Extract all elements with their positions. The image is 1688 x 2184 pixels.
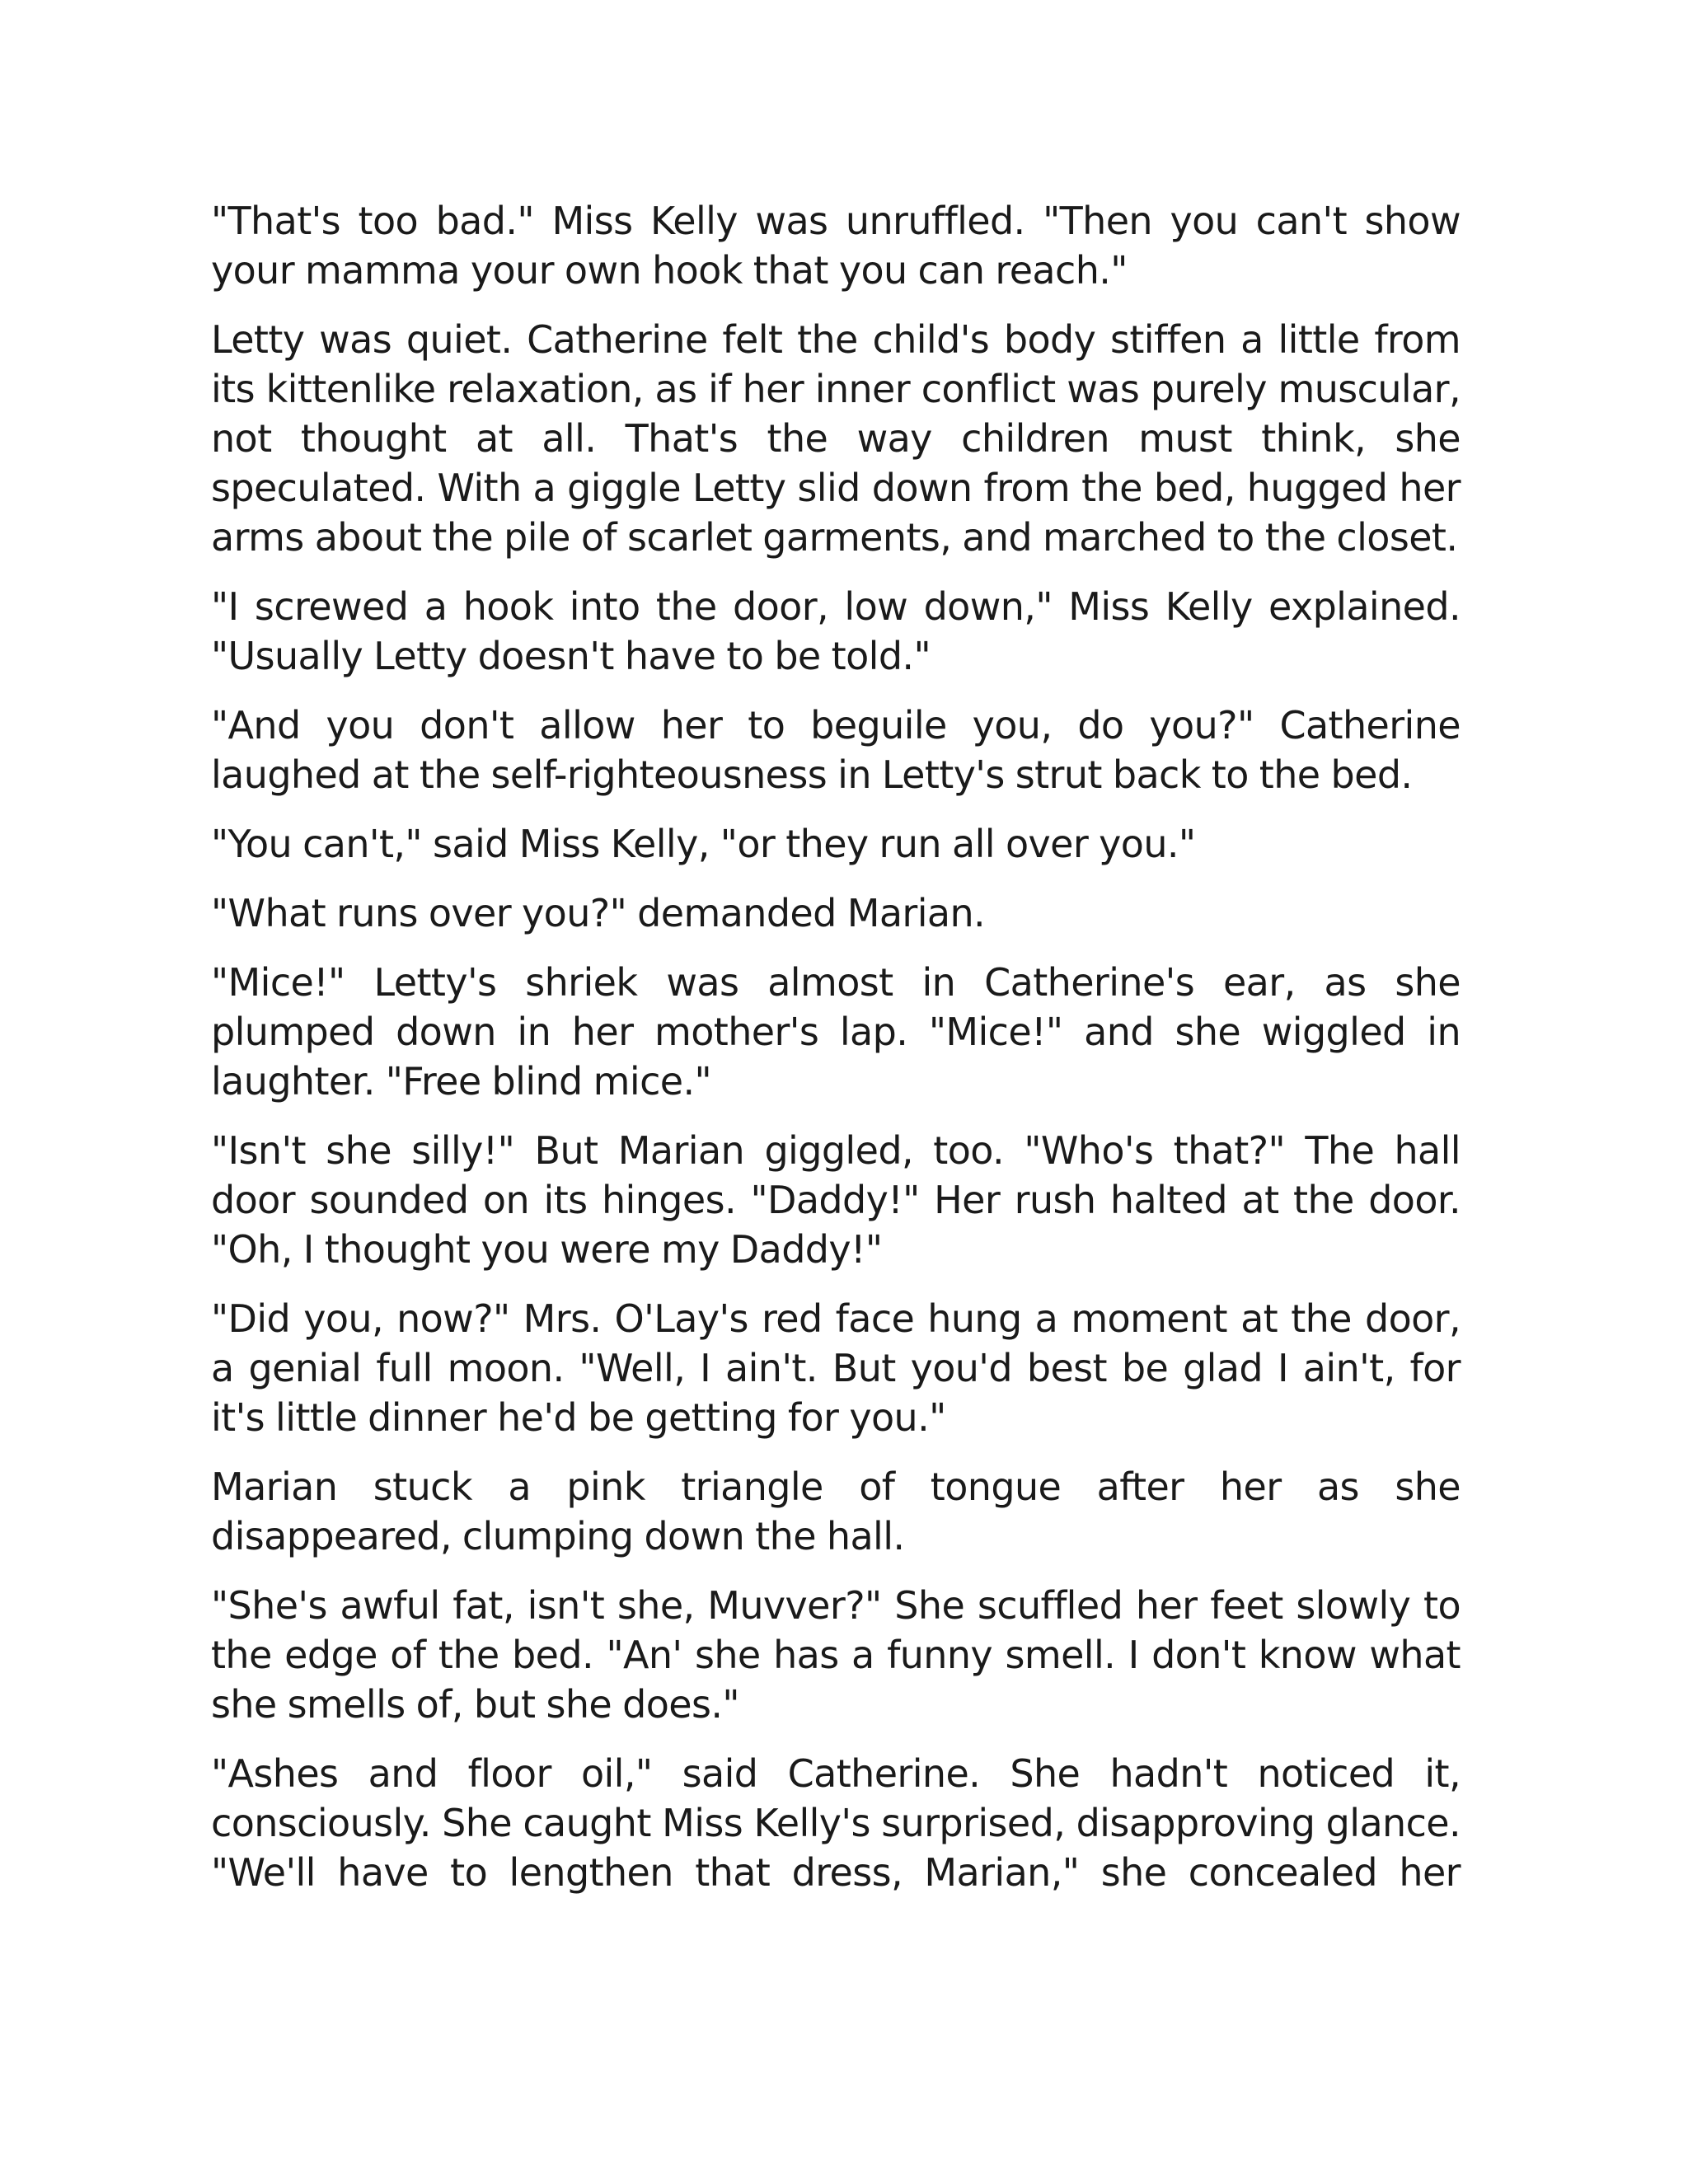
- paragraph-12: "Ashes and floor oil," said Catherine. She hadn't noticed it, consciously. She caught Miss Kelly's surprised, disapproving glance. "We'll have to lengthen that dress, Marian," she concealed her: [211, 1751, 1461, 1895]
- paragraph-8: "Isn't she silly!" But Marian giggled, too. "Who's that?" The hall door sounded on its hinges. "Daddy!" Her rush halted at the door. "Oh, I thought you were my Daddy!": [211, 1128, 1461, 1272]
- paragraph-6: "What runs over you?" demanded Marian.: [211, 891, 986, 935]
- paragraph-2: Letty was quiet. Catherine felt the child's body stiffen a little from its kittenlike relaxation, as if her inner conflict was purely muscular, not thought at all. That's the way children must think, she speculated. With a giggle Letty slid down from the bed, hugged her arms about the pile of scarlet garments, and marched to the closet.: [211, 317, 1461, 560]
- paragraph-5: "You can't," said Miss Kelly, "or they run all over you.": [211, 822, 1196, 866]
- paragraph-4: "And you don't allow her to beguile you, do you?" Catherine laughed at the self-righteousness in Letty's strut back to the bed.: [211, 703, 1461, 797]
- body-text: [211, 196, 1461, 1917]
- paragraph-9: "Did you, now?" Mrs. O'Lay's red face hung a moment at the door, a genial full moon. "Well, I ain't. But you'd best be glad I ain't, for it's little dinner he'd be getting for you.": [211, 1296, 1461, 1440]
- paragraph-1: "That's too bad." Miss Kelly was unruffled. "Then you can't show your mamma your own hook that you can reach.": [211, 199, 1461, 293]
- paragraph-11: "She's awful fat, isn't she, Muvver?" She scuffled her feet slowly to the edge of the bed. "An' she has a funny smell. I don't know what she smells of, but she does.": [211, 1583, 1461, 1727]
- paragraph-3: "I screwed a hook into the door, low down," Miss Kelly explained. "Usually Letty doesn't have to be told.": [211, 584, 1461, 678]
- paragraph-7: "Mice!" Letty's shriek was almost in Catherine's ear, as she plumped down in her mother's lap. "Mice!" and she wiggled in laughter. "Free blind mice.": [211, 960, 1461, 1104]
- paragraph-10: Marian stuck a pink triangle of tongue after her as she disappeared, clumping down the hall.: [211, 1465, 1461, 1558]
